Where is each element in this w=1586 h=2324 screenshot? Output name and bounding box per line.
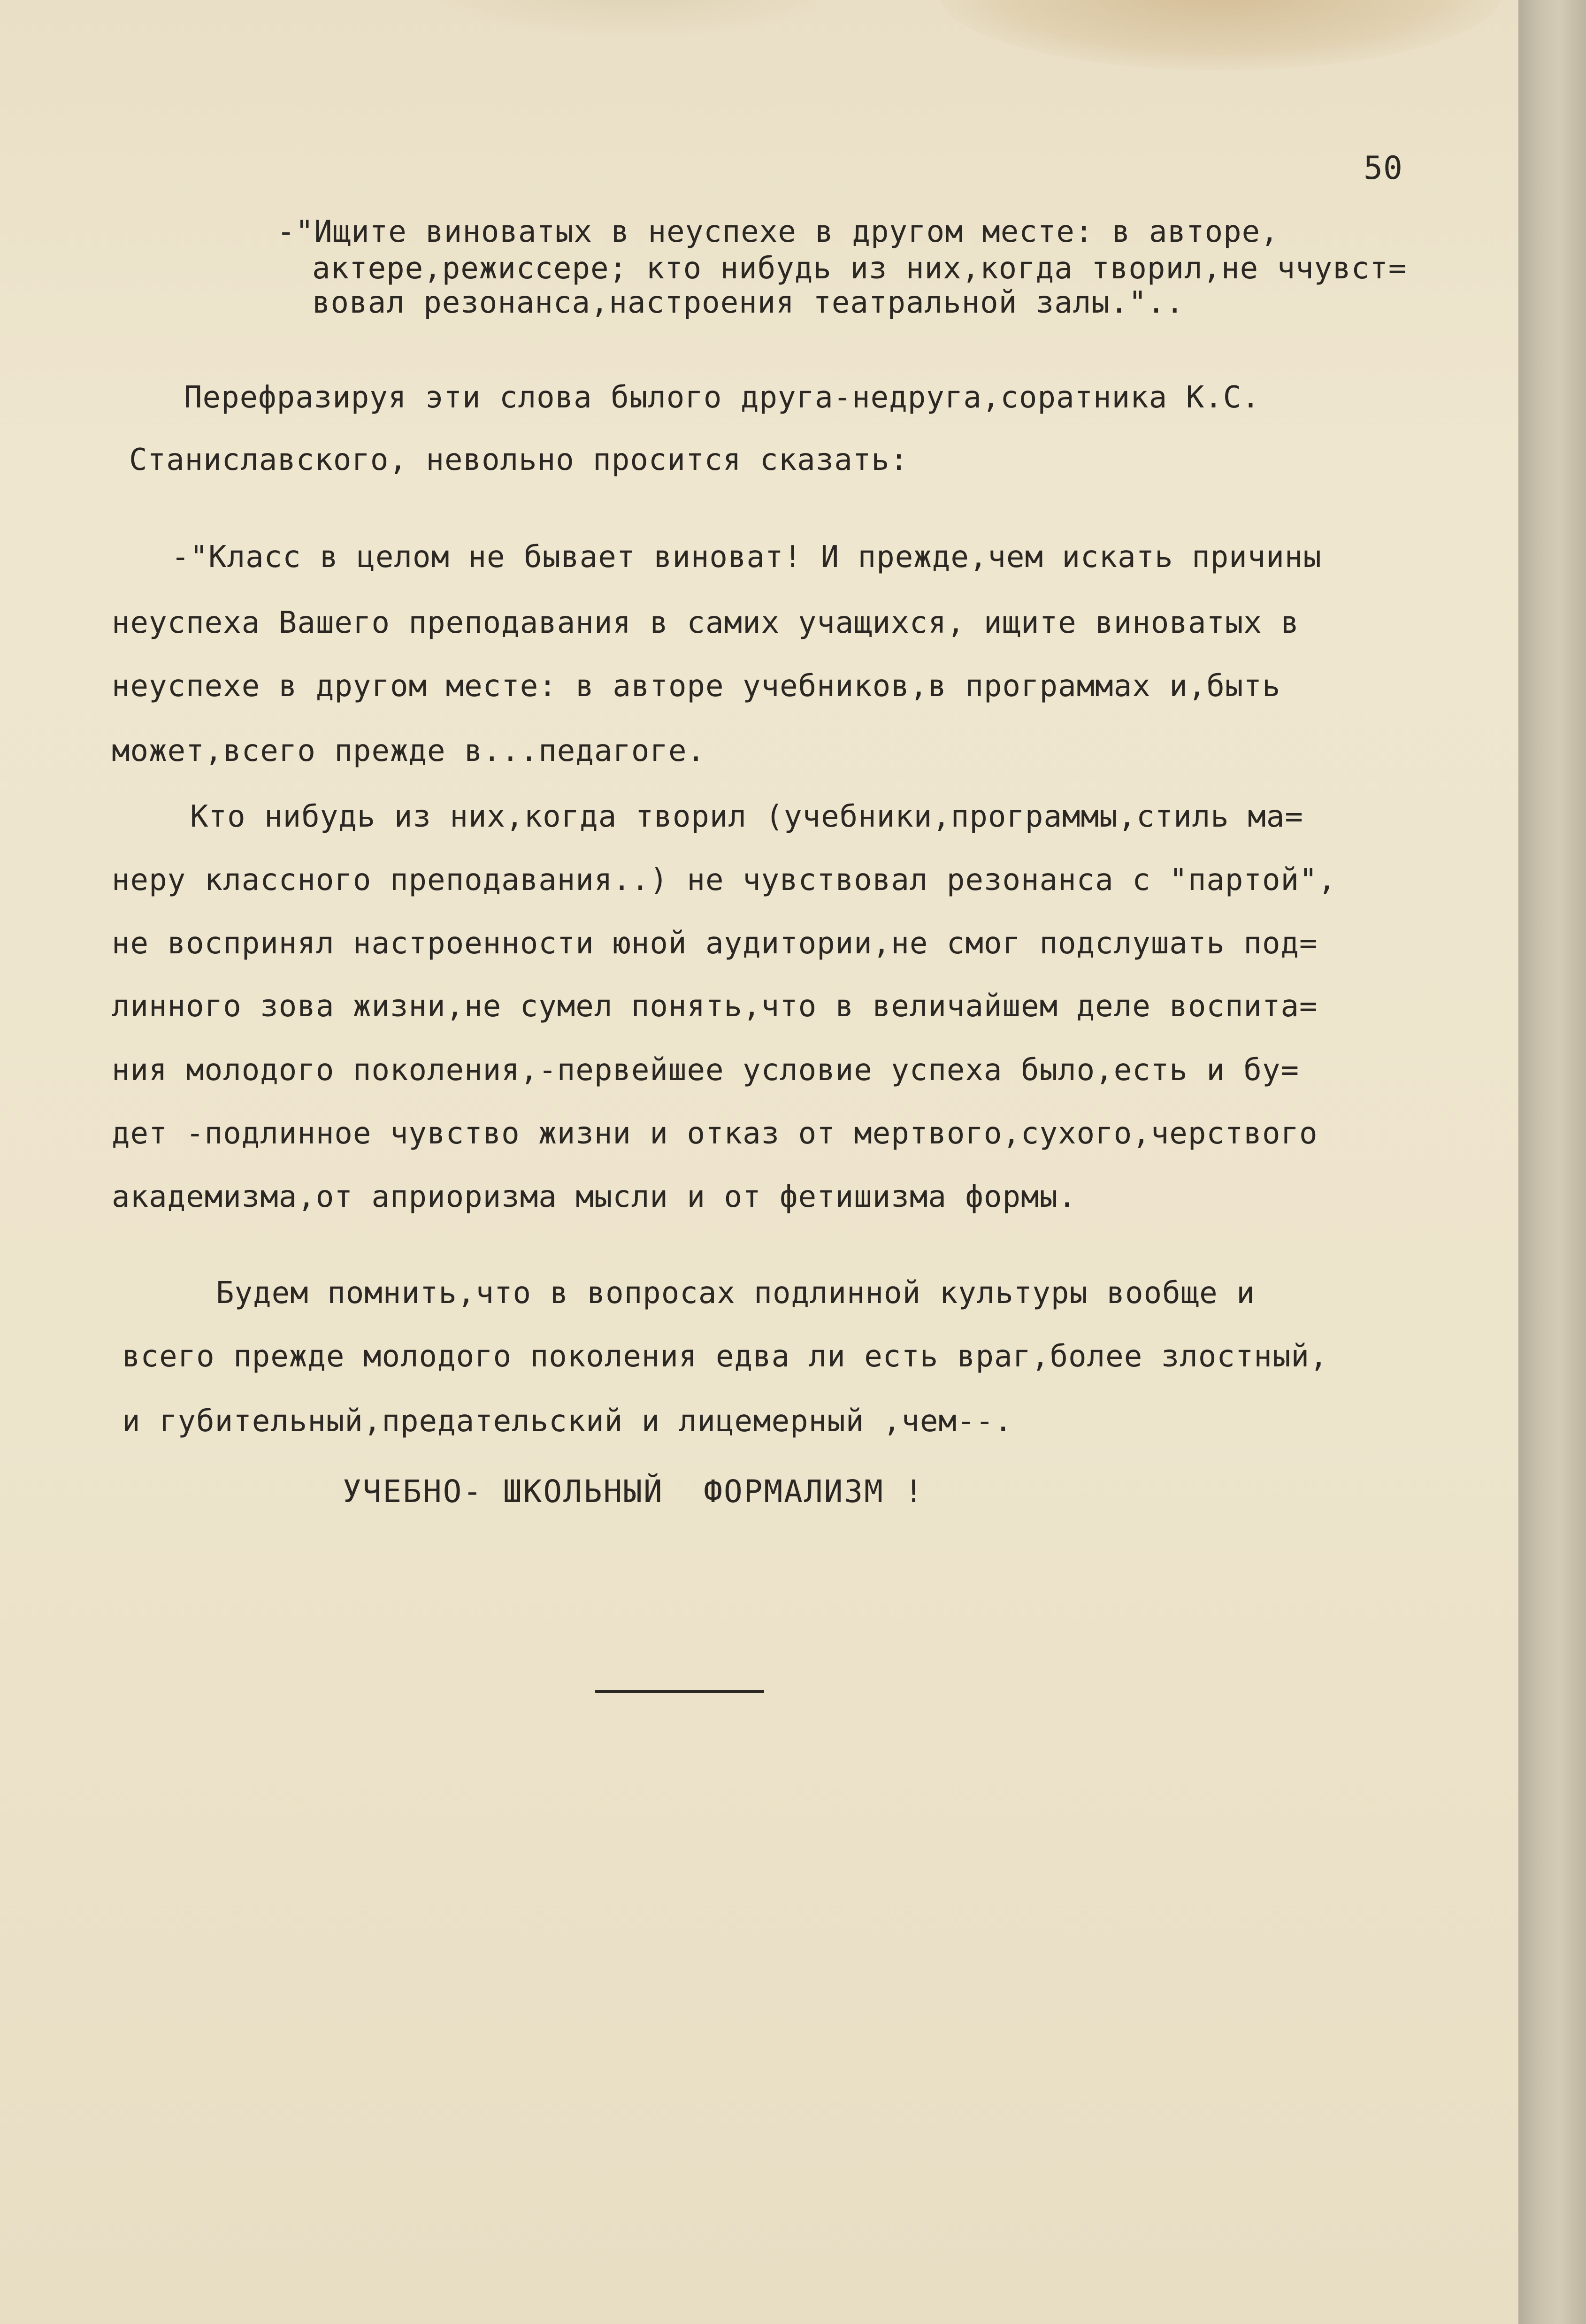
quote-line: вовал резонанса,настроения театральной залы."..: [312, 285, 1184, 320]
body-line: ния молодого поколения,-первейшее условие успеха было,есть и бу=: [112, 1053, 1299, 1088]
quote-line: актере,режиссере; кто нибудь из них,когда творил,не ччувст=: [312, 251, 1407, 286]
water-stain: [939, 0, 1502, 70]
body-line: неру классного преподавания..) не чувствовал резонанса с "партой",: [112, 863, 1337, 897]
body-line: всего прежде молодого поколения едва ли есть враг,более злостный,: [122, 1339, 1328, 1374]
background-page-edge: [1518, 0, 1586, 2324]
paper-discoloration: [422, 0, 845, 38]
body-line: Будем помнить,что в вопросах подлинной культуры вообще и: [216, 1276, 1255, 1311]
body-line: Станиславского, невольно просится сказать:: [129, 443, 909, 477]
quote-line: -"Ищите виноватых в неуспехе в другом месте: в авторе,: [277, 215, 1279, 249]
closing-heading: УЧЕБНО- ШКОЛЬНЫЙ ФОРМАЛИЗМ !: [343, 1473, 925, 1510]
body-line: неуспехе в другом месте: в авторе учебников,в программах и,быть: [112, 669, 1281, 704]
body-line: неуспеха Вашего преподавания в самих учащихся, ищите виноватых в: [112, 606, 1299, 640]
body-line: может,всего прежде в...педагоге.: [112, 734, 705, 768]
body-line: Кто нибудь из них,когда творил (учебники,программы,стиль ма=: [190, 799, 1303, 834]
end-rule: [595, 1690, 764, 1693]
body-line: академизма,от априоризма мысли и от фетишизма формы.: [112, 1180, 1077, 1214]
body-line: -"Класс в целом не бывает виноват! И прежде,чем искать причины: [171, 540, 1322, 575]
page-number: 50: [1364, 150, 1403, 187]
body-line: не воспринял настроенности юной аудитории,не смог подслушать под=: [112, 926, 1318, 961]
body-line: Перефразируя эти слова былого друга-недруга,соратника К.С.: [184, 380, 1260, 415]
body-line: и губительный,предательский и лицемерный ,чем--.: [122, 1404, 1013, 1439]
body-line: дет -подлинное чувство жизни и отказ от мертвого,сухого,черствого: [112, 1116, 1318, 1151]
body-line: линного зова жизни,не сумел понять,что в величайшем деле воспита=: [112, 989, 1318, 1024]
